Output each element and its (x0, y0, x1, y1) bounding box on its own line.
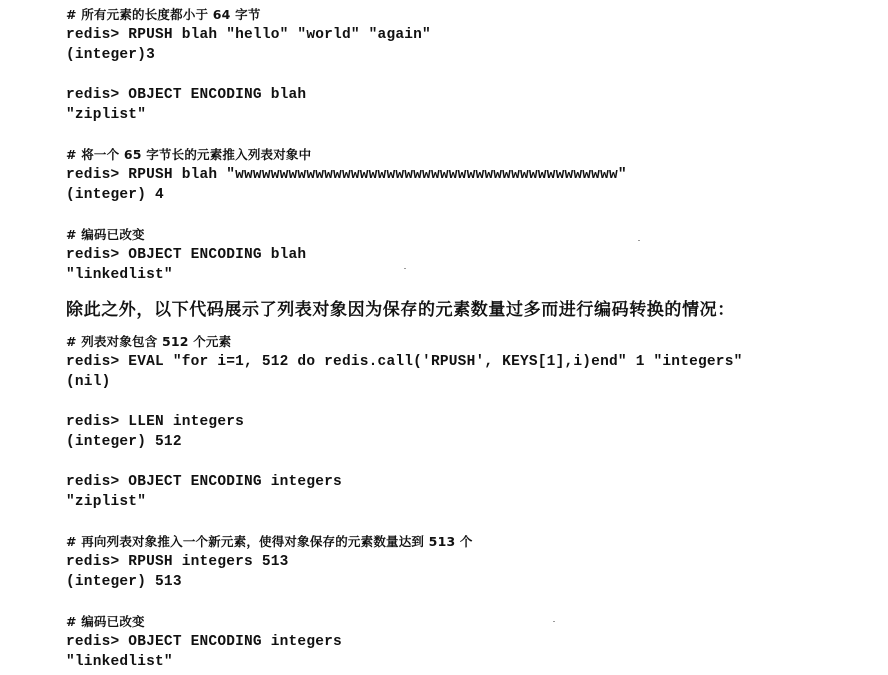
code-line: "ziplist" (66, 107, 147, 123)
comment-line: # 编码已改变 (66, 227, 145, 242)
code-line: redis> RPUSH blah "hello" "world" "again" (66, 27, 431, 43)
code-line: "linkedlist" (66, 267, 173, 283)
code-line: redis> OBJECT ENCODING integers (66, 474, 342, 490)
code-line: redis> RPUSH integers 513 (66, 554, 289, 570)
code-line: redis> RPUSH blah "wwwwwwwwwwwwwwwwwwwwwwwwwwwwwwwwwwwwwwwwwww" (66, 167, 627, 183)
body-paragraph: 除此之外，以下代码展示了列表对象因为保存的元素数量过多而进行编码转换的情况： (66, 300, 735, 320)
comment-line: # 编码已改变 (66, 614, 145, 629)
code-line: (nil) (66, 374, 111, 390)
code-line: (integer)3 (66, 47, 156, 63)
code-line: (integer) 512 (66, 434, 182, 450)
comment-line: # 将一个 65 字节长的元素推入列表对象中 (66, 147, 312, 162)
scan-speck (638, 240, 640, 241)
code-line: (integer) 4 (66, 187, 164, 203)
scan-speck (553, 621, 555, 622)
scan-speck (404, 268, 406, 269)
code-line: redis> LLEN integers (66, 414, 245, 430)
code-line: "linkedlist" (66, 654, 173, 670)
code-line: redis> EVAL "for i=1, 512 do redis.call('RPUSH', KEYS[1],i)end" 1 "integers" (66, 354, 743, 370)
code-line: (integer) 513 (66, 574, 182, 590)
code-line: "ziplist" (66, 494, 147, 510)
code-line: redis> OBJECT ENCODING blah (66, 87, 307, 103)
comment-line: # 所有元素的长度都小于 64 字节 (66, 7, 261, 22)
code-line: redis> OBJECT ENCODING blah (66, 247, 307, 263)
comment-line: # 再向列表对象推入一个新元素，使得对象保存的元素数量达到 513 个 (66, 534, 473, 549)
comment-line: # 列表对象包含 512 个元素 (66, 334, 232, 349)
code-line: redis> OBJECT ENCODING integers (66, 634, 342, 650)
